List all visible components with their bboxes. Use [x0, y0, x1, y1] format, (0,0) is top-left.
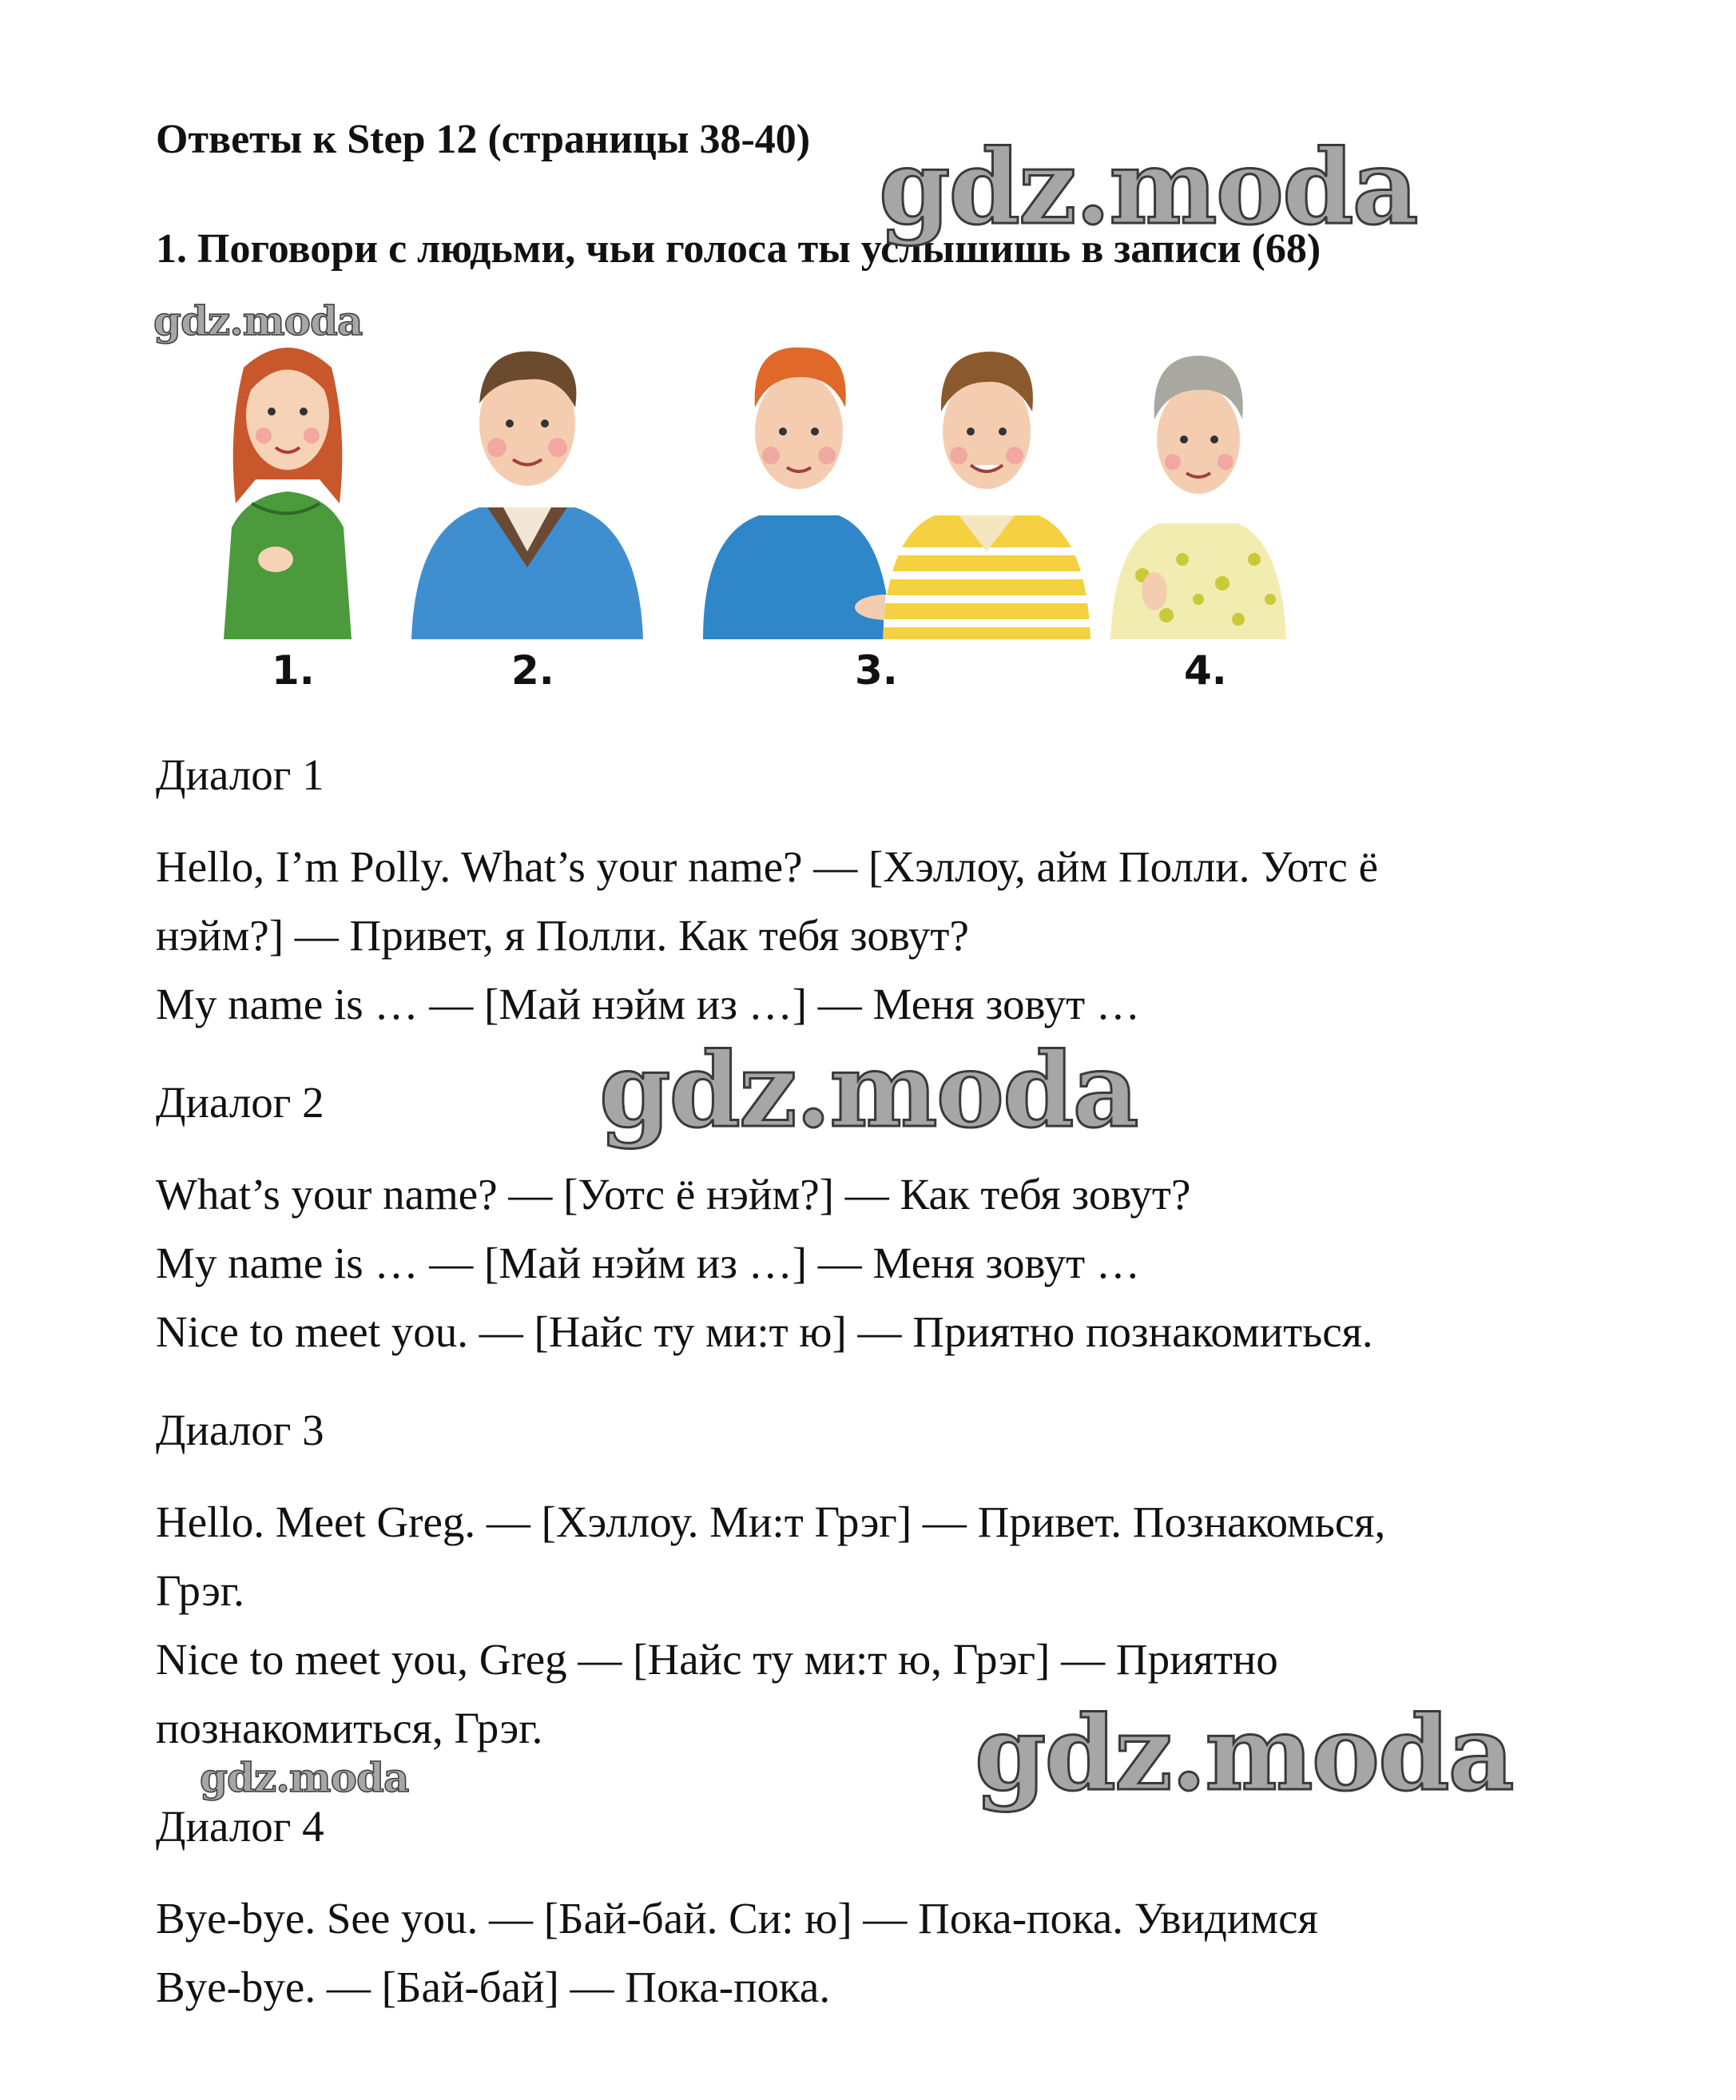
dialog-line: Bye-bye. See you. — [Бай-бай. Си: ю] — Пока-пока. Увидимся: [156, 1894, 1318, 1943]
dialog-line: Hello. Meet Greg. — [Хэллоу. Ми:т Грэг] — Привет. Познакомься,: [156, 1497, 1386, 1546]
dialog-line: познакомиться, Грэг.: [156, 1704, 543, 1752]
dialog-label: Диалог 3: [156, 1406, 324, 1454]
watermark-logo: gdz.moda: [599, 1031, 1138, 1151]
person-2: [411, 352, 643, 639]
dialog-line: My name is … — [Май нэйм из …] — Меня зовут …: [156, 1239, 1140, 1287]
task-title: 1. Поговори с людьми, чьи голоса ты услышишь в записи (68): [156, 226, 1321, 272]
person-4: [1110, 356, 1286, 639]
dialog-line: Грэг.: [156, 1566, 244, 1615]
figure-label-4: 4.: [1184, 647, 1227, 694]
dialog-label: Диалог 1: [156, 750, 324, 799]
person-1: [224, 348, 352, 639]
watermark-logo: gdz.moda: [975, 1694, 1513, 1814]
dialog-line: Hello, I’m Polly. What’s your name? — [Хэллоу, айм Полли. Уотс ё: [156, 842, 1379, 891]
dialog-line: нэйм?] — Привет, я Полли. Как тебя зовут?: [156, 911, 969, 960]
watermark-logo: gdz.moda: [879, 128, 1417, 248]
dialog-label: Диалог 4: [156, 1802, 324, 1851]
characters-illustration: [200, 320, 1334, 703]
watermark-logo: gdz.moda: [200, 1754, 409, 1801]
person-3b: [883, 352, 1090, 639]
page-title: Ответы к Step 12 (страницы 38-40): [156, 117, 811, 162]
dialog-line: Nice to meet you. — [Найс ту ми:т ю] — Приятно познакомиться.: [156, 1307, 1373, 1356]
figure-label-1: 1.: [272, 647, 315, 694]
dialog-line: What’s your name? — [Уотс ё нэйм?] — Как тебя зовут?: [156, 1170, 1191, 1219]
dialog-line: Bye-bye. — [Бай-бай] — Пока-пока.: [156, 1963, 831, 2011]
dialog-line: My name is … — [Май нэйм из …] — Меня зовут …: [156, 980, 1140, 1028]
dialog-line: Nice to meet you, Greg — [Найс ту ми:т ю, Грэг] — Приятно: [156, 1635, 1278, 1684]
characters-drawing: [200, 320, 1334, 639]
watermark-logo: gdz.moda: [153, 297, 363, 344]
dialog-label: Диалог 2: [156, 1078, 324, 1127]
figure-label-3: 3.: [855, 647, 898, 694]
figure-label-2: 2.: [511, 647, 554, 694]
